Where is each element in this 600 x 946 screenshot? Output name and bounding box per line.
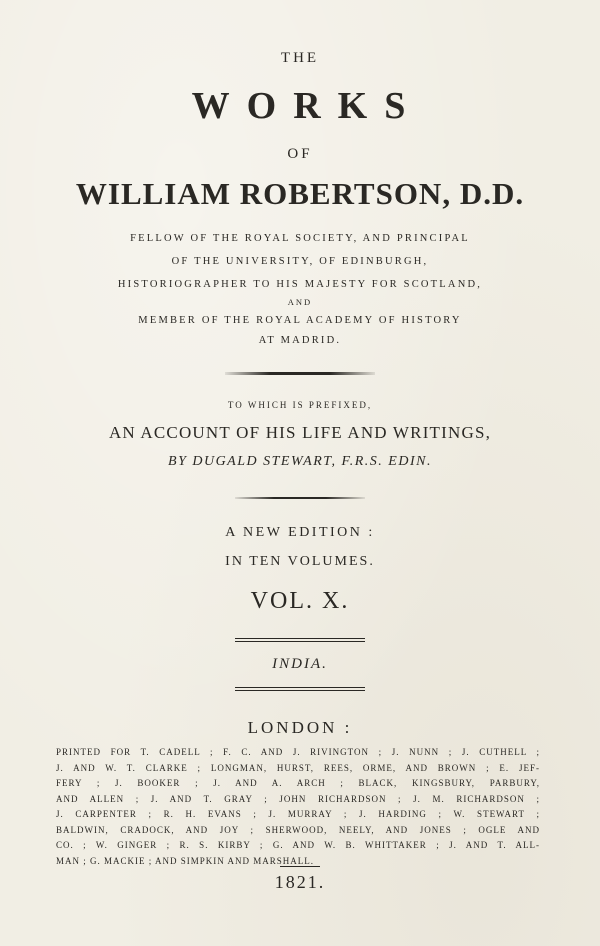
credential-line: AT MADRID.	[258, 335, 342, 346]
printers-line: BALDWIN, CRADOCK, AND JOY ; SHERWOOD, NEELY, AND JONES ; OGLE AND	[56, 824, 540, 835]
printers-line: J. CARPENTER ; R. H. EVANS ; J. MURRAY ; J. HARDING ; W. STEWART ;	[56, 809, 540, 819]
heading-of: OF	[287, 146, 313, 162]
printers-line: CO. ; W. GINGER ; R. S. KIRBY ; G. AND W. B. WHITTAKER ; J. AND T. ALL-	[56, 840, 540, 850]
author-name: WILLIAM ROBERTSON, D.D.	[75, 176, 525, 211]
subject-title: INDIA.	[272, 656, 328, 672]
credential-line: MEMBER OF THE ROYAL ACADEMY OF HISTORY	[138, 315, 462, 326]
publication-year: 1821.	[274, 872, 326, 892]
credential-line: FELLOW OF THE ROYAL SOCIETY, AND PRINCIPAL	[130, 233, 470, 244]
printers-line: AND ALLEN ; J. AND T. GRAY ; JOHN RICHARDSON ; J. M. RICHARDSON ;	[56, 793, 540, 804]
heading-works: WORKS	[191, 85, 423, 127]
printers-line: MAN ; G. MACKIE ; AND SIMPKIN AND MARSHALL.	[56, 855, 315, 866]
ornamental-rule	[225, 372, 375, 375]
heading-the: THE	[280, 50, 320, 66]
credential-line: OF THE UNIVERSITY, OF EDINBURGH,	[171, 256, 429, 267]
edition-line: A NEW EDITION :	[225, 525, 375, 540]
double-rule-bottom	[235, 687, 365, 688]
double-rule-top	[235, 638, 365, 639]
volume-number: VOL. X.	[250, 588, 350, 614]
ornamental-rule	[235, 497, 365, 499]
printers-line: FERY ; J. BOOKER ; J. AND A. ARCH ; BLACK, KINGSBURY, PARBURY,	[56, 778, 540, 788]
double-rule-bottom	[235, 690, 365, 691]
double-rule-top	[235, 641, 365, 642]
imprint-city: LONDON :	[247, 718, 353, 737]
account-line: AN ACCOUNT OF HIS LIFE AND WRITINGS,	[108, 423, 492, 442]
printers-imprint	[56, 745, 540, 869]
printers-line: PRINTED FOR T. CADELL ; F. C. AND J. RIVINGTON ; J. NUNN ; J. CUTHELL ;	[56, 747, 540, 757]
volumes-line: IN TEN VOLUMES.	[225, 554, 375, 569]
by-line: BY DUGALD STEWART, F.R.S. EDIN.	[168, 454, 432, 469]
printers-line: J. AND W. T. CLARKE ; LONGMAN, HURST, REES, ORME, AND BROWN ; E. JEF-	[56, 762, 540, 773]
short-rule	[280, 866, 320, 867]
credential-line: AND	[287, 297, 313, 307]
prefix-note: TO WHICH IS PREFIXED,	[227, 400, 373, 410]
credential-line: HISTORIOGRAPHER TO HIS MAJESTY FOR SCOTLAND,	[117, 279, 483, 290]
